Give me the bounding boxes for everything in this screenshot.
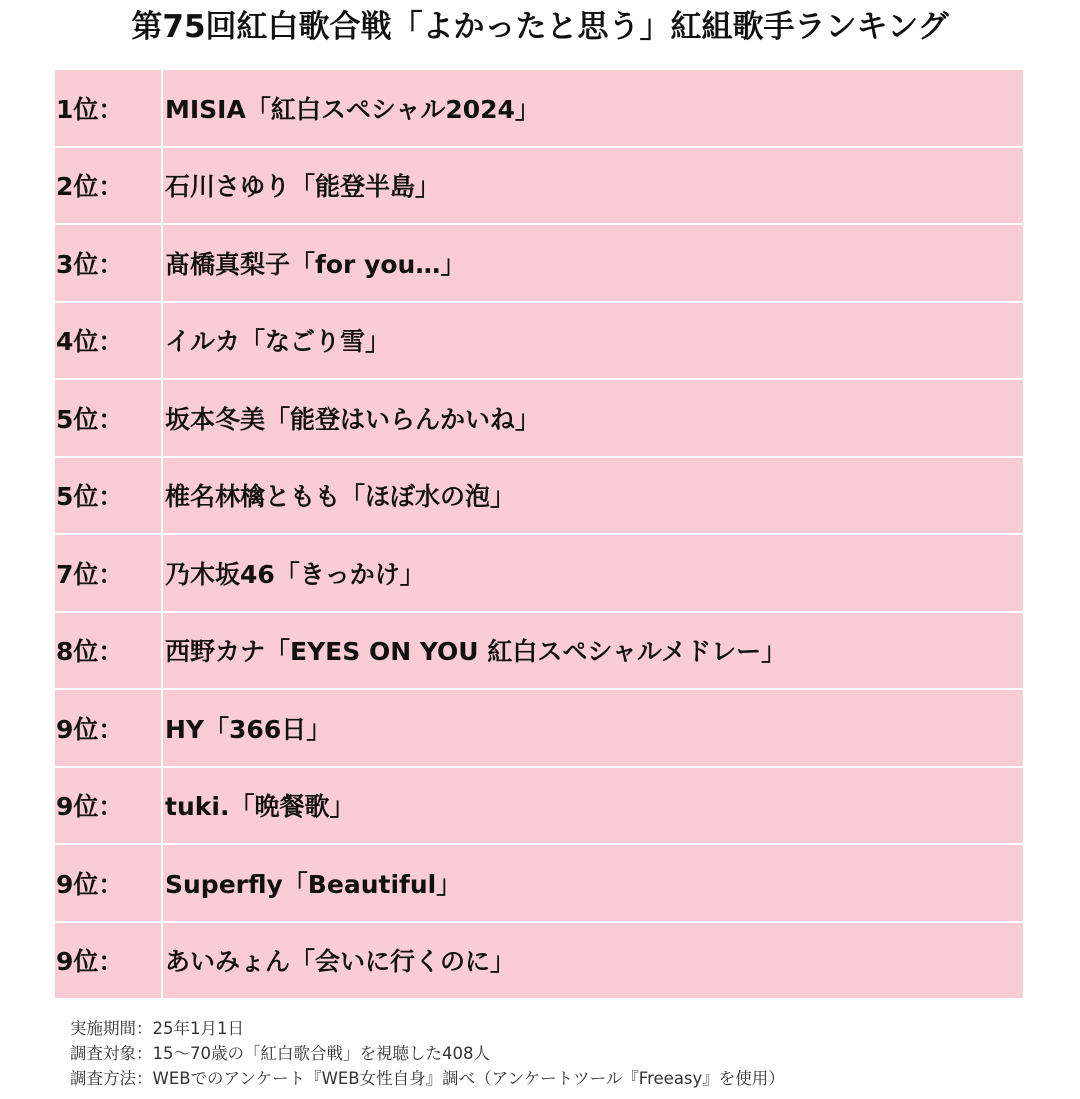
artist-song: tuki.「晩餐歌」 [165,792,355,822]
artist-song: 乃木坂46「きっかけ」 [165,559,425,589]
artist-song: HY「366日」 [165,714,332,744]
ranking-row-12 [55,921,1023,999]
survey-notes [70,1016,1030,1091]
ranking-row-9 [55,688,1023,766]
artist-song: 西野カナ「EYES ON YOU 紅白スペシャルメドレー」 [165,637,787,667]
artist-song: 椎名林檎ともも「ほぼ水の泡」 [165,482,516,512]
rank-label: 2位： [55,148,163,224]
artist-song: MISIA「紅白スペシャル2024」 [165,94,540,124]
ranking-row-7 [55,533,1023,611]
rank-label: 5位： [55,380,163,456]
ranking-row-1 [55,70,1023,146]
ranking-row-3 [55,223,1023,301]
rank-label: 8位： [55,613,163,689]
artist-song: あいみょん「会いに行くのに」 [165,947,516,977]
ranking-row-11 [55,843,1023,921]
ranking-row-4 [55,301,1023,379]
rank-label: 1位： [55,70,163,146]
artist-song: 坂本冬美「能登はいらんかいね」 [165,404,541,434]
rank-label: 3位： [55,225,163,301]
rank-label: 5位： [55,458,163,534]
rank-label: 9位： [55,923,163,999]
rank-label: 9位： [55,845,163,921]
rank-label: 9位： [55,768,163,844]
artist-song: Superfly「Beautiful」 [165,869,462,899]
artist-song: 髙橋真梨子「for you…」 [165,249,466,279]
artist-song: イルカ「なごり雪」 [165,327,391,357]
survey-period: 実施期間：25年1月1日 [70,1019,244,1038]
rank-label: 7位： [55,535,163,611]
ranking-row-5 [55,378,1023,456]
ranking-row-6 [55,456,1023,534]
ranking-row-8 [55,611,1023,689]
artist-song: 石川さゆり「能登半島」 [165,172,441,202]
ranking-row-10 [55,766,1023,844]
survey-target: 調査対象：15〜70歳の「紅白歌合戦」を視聴した408人 [70,1044,490,1063]
ranking-table [55,70,1023,998]
survey-method: 調査方法：WEBでのアンケート『WEB女性自身』調べ（アンケートツール『Freeasy』を使用） [70,1069,785,1088]
page-title: 第75回紅白歌合戦「よかったと思う」紅組歌手ランキング [131,9,949,45]
ranking-row-2 [55,146,1023,224]
rank-label: 9位： [55,690,163,766]
rank-label: 4位： [55,303,163,379]
